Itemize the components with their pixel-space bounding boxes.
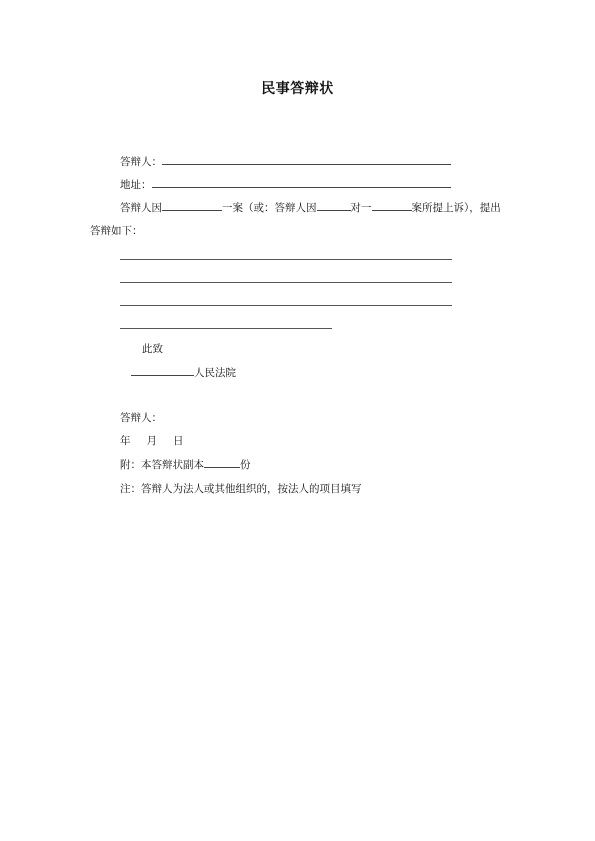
reason-part3: 对一: [350, 202, 372, 214]
attachment-suffix: 份: [240, 459, 251, 471]
court-blank: [131, 366, 194, 376]
answer-rule: [120, 328, 332, 329]
reason-prefix: 答辩人因: [120, 202, 162, 214]
document-title: 民事答辩状: [261, 81, 334, 97]
year-label: 年: [120, 435, 131, 447]
party-blank: [317, 201, 351, 211]
answer-rule: [120, 305, 452, 306]
reason-line: [120, 201, 501, 215]
answer-rule: [120, 259, 452, 260]
answer-rule: [120, 282, 452, 283]
reason-part4: 案所提上诉），提出: [411, 202, 501, 214]
day-label: 日: [173, 435, 184, 447]
note-line: 注：答辩人为法人或其他组织的，按法人的项目填写: [120, 483, 362, 495]
attachment-line: [120, 458, 251, 472]
date-line: [120, 434, 184, 448]
address-line: [120, 178, 451, 192]
address-blank: [152, 178, 451, 188]
address-label: 地址：: [120, 179, 152, 191]
attachment-prefix: 附：本答辩状副本: [120, 459, 204, 471]
respondent-label: 答辩人：: [120, 156, 162, 168]
case-blank: [162, 201, 222, 211]
respondent-blank: [162, 155, 451, 165]
court-line: [131, 366, 236, 380]
reason-continuation: 答辩如下：: [90, 225, 143, 237]
respondent-line: [120, 155, 451, 169]
signature-respondent: 答辩人：: [120, 412, 162, 424]
reason-part2: 一案（或：答辩人因: [222, 202, 317, 214]
copies-blank: [204, 458, 240, 468]
appeal-case-blank: [372, 201, 412, 211]
court-suffix: 人民法院: [194, 367, 236, 379]
month-label: 月: [146, 435, 157, 447]
salutation: 此致: [142, 343, 163, 355]
